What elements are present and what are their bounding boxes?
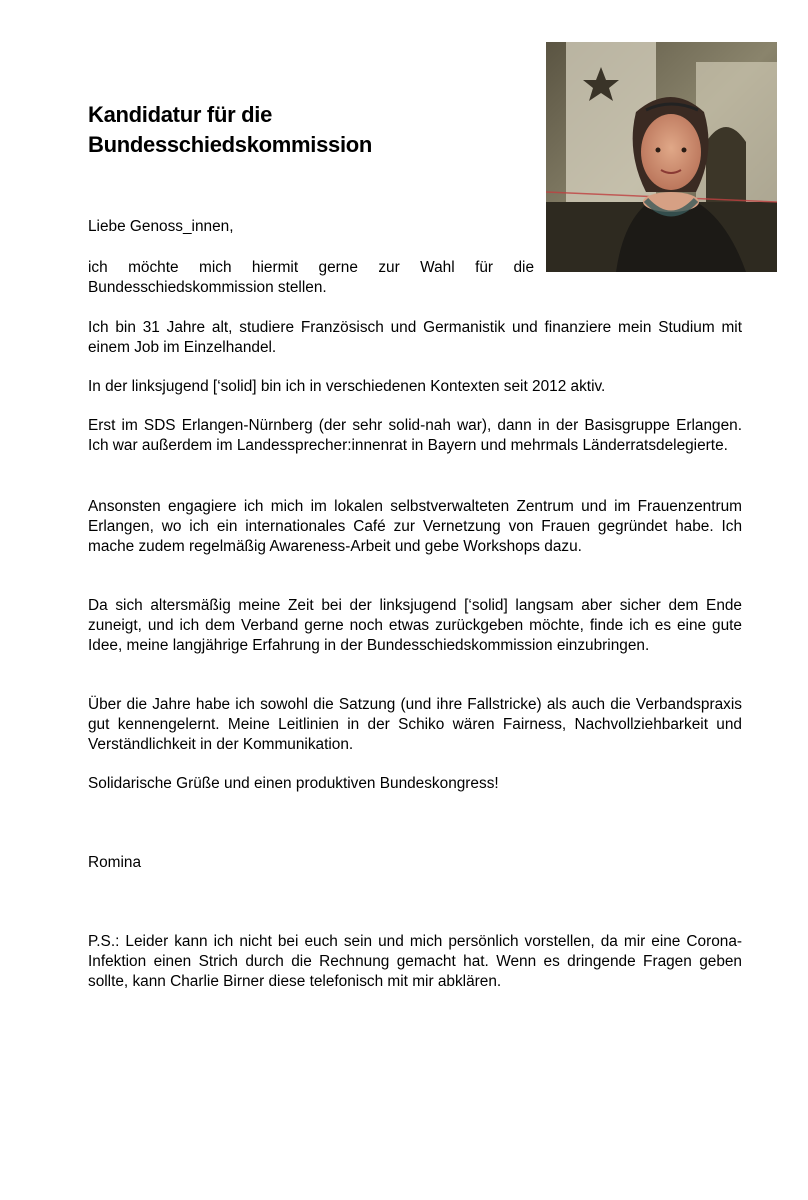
- postscript: P.S.: Leider kann ich nicht bei euch sein und mich persönlich vorstellen, da mir eine Corona-Infektion einen Strich durch die Rechnung gemacht hat. Wenn es dringende Fragen geben sollte, kann Charlie Birner diese telefonisch mit mir abklären.: [88, 933, 742, 990]
- document-title: [88, 100, 528, 160]
- greeting: Liebe Genoss_innen,: [88, 218, 234, 235]
- paragraph: In der linksjugend [‘solid] bin ich in verschiedenen Kontexten seit 2012 aktiv.: [88, 378, 606, 395]
- title-line-2: Bundesschiedskommission: [88, 132, 373, 157]
- signature: Romina: [88, 854, 142, 871]
- paragraph: Über die Jahre habe ich sowohl die Satzung (und ihre Fallstricke) als auch die Verbandspraxis gut kennengelernt. Meine Leitlinien in der Schiko wären Fairness, Nachvollziehbarkeit und Verständlichkeit in der Kommunikation.: [88, 696, 742, 753]
- paragraph: Ich bin 31 Jahre alt, studiere Französisch und Germanistik und finanziere mein Studium mit einem Job im Einzelhandel.: [88, 319, 742, 356]
- title-line-1: Kandidatur für die: [88, 102, 273, 127]
- paragraph: Da sich altersmäßig meine Zeit bei der linksjugend [‘solid] langsam aber sicher dem Ende zuneigt, und ich dem Verband gerne noch etwas zurückgeben möchte, finde ich es eine gute Idee, meine langjährige Erfahrung in der Bundesschiedskommission einzubringen.: [88, 597, 742, 654]
- candidate-photo: [546, 42, 777, 272]
- intro-paragraph: ich möchte mich hiermit gerne zur Wahl für die Bundesschiedskommission stellen.: [88, 259, 534, 296]
- paragraph: Erst im SDS Erlangen-Nürnberg (der sehr solid-nah war), dann in der Basisgruppe Erlangen. Ich war außerdem im Landessprecher:innenrat in Bayern und mehrmals Länderratsdelegierte.: [88, 417, 742, 454]
- closing-line: Solidarische Grüße und einen produktiven Bundeskongress!: [88, 775, 499, 792]
- paragraph: Ansonsten engagiere ich mich im lokalen selbstverwalteten Zentrum und im Frauenzentrum Erlangen, wo ich ein internationales Café zur Vernetzung von Frauen gegründet habe. Ich mache zudem regelmäßig Awareness-Arbeit und gebe Workshops dazu.: [88, 498, 742, 555]
